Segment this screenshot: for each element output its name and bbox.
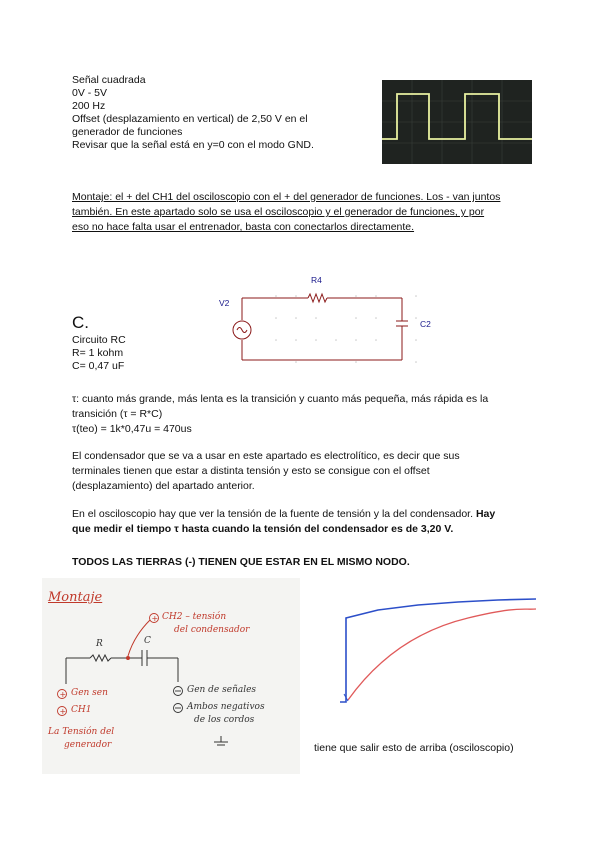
handwritten-c: C	[144, 636, 151, 646]
square-wave-trace	[382, 80, 532, 164]
tau-explanation	[72, 392, 552, 437]
handwritten-gen-tension-line2: generador	[64, 740, 112, 750]
circuit-capacitance: C= 0,47 uF	[72, 360, 125, 372]
circuit-spec	[72, 334, 126, 373]
capacitor-note-line1: El condensador que se va a usar en este apartado es electrolítico, es decir que sus	[72, 450, 460, 462]
handwritten-gen-tension-line1: La Tensión del	[48, 727, 115, 737]
svg-text:+: +	[151, 614, 159, 623]
signal-spec	[72, 74, 314, 152]
signal-offset-line2: generador de funciones	[72, 126, 183, 138]
oscilloscope-note-line1	[72, 507, 552, 522]
rc-charging-curve-image	[338, 588, 538, 708]
handwritten-gen-negative: Gen de señales	[187, 685, 257, 695]
resistor-label: R4	[311, 275, 322, 285]
handwritten-negatives-line1: Ambos negativos	[187, 702, 265, 712]
oscilloscope-note	[72, 507, 552, 537]
handwritten-gen-positive: Gen sen	[71, 688, 108, 698]
source-label: V2	[219, 298, 230, 308]
circuit-resistance: R= 1 kohm	[72, 347, 124, 359]
circuit-title: Circuito RC	[72, 334, 126, 346]
capacitor-label: C2	[420, 319, 431, 329]
svg-text:+: +	[59, 707, 67, 716]
montaje-line2: también. En este apartado solo se usa el osciloscopio y el generador de funciones, y por	[72, 206, 485, 218]
handwritten-r: R	[96, 639, 103, 649]
signal-voltage: 0V - 5V	[72, 87, 108, 99]
montaje-instructions	[72, 190, 542, 235]
oscilloscope-note-line2: que medir el tiempo τ hasta cuando la tensión del condensador es de 3,20 V.	[72, 523, 454, 535]
rc-schematic-drawing	[216, 274, 446, 374]
oscilloscope-note-bold-start: Hay	[473, 508, 496, 520]
capacitor-note-line2: terminales tienen que estar a distinta tensión y esto se consigue con el offset	[72, 465, 430, 477]
handwritten-ch2-line2: del condensador	[174, 625, 250, 635]
section-letter: C.	[72, 313, 89, 332]
capacitor-note-line3: (desplazamiento) del apartado anterior.	[72, 480, 255, 492]
handwritten-negatives-line2: de los cordos	[194, 715, 255, 725]
tau-line1: τ: cuanto más grande, más lenta es la transición y cuanto más pequeña, más rápida es la	[72, 393, 489, 405]
capacitor-note	[72, 449, 542, 494]
oscilloscope-caption: tiene que salir esto de arriba (osciloscopio)	[314, 742, 514, 754]
handwritten-ch1: CH1	[71, 705, 92, 715]
montaje-line1: Montaje: el + del CH1 del osciloscopio con el + del generador de funciones. Los - van juntos	[72, 191, 501, 203]
handwritten-ch2-line1: CH2 – tensión	[162, 612, 227, 622]
montaje-line3: eso no hace falta usar el entrenador, basta con conectarlos directamente.	[72, 221, 415, 233]
oscilloscope-note-text: En el osciloscopio hay que ver la tensión de la fuente de tensión y la del condensador.	[72, 508, 474, 520]
handwritten-montaje-image	[42, 578, 300, 774]
signal-check: Revisar que la señal está en y=0 con el modo GND.	[72, 139, 314, 151]
square-wave-scope-image	[382, 80, 532, 164]
rc-schematic	[216, 274, 446, 374]
tau-line2: transición (τ = R*C)	[72, 408, 163, 420]
grounds-warning: TODOS LAS TIERRAS (-) TIENEN QUE ESTAR EN EL MISMO NODO.	[72, 556, 410, 568]
signal-offset-line1: Offset (desplazamiento en vertical) de 2,50 V en el	[72, 113, 308, 125]
svg-text:+: +	[59, 690, 67, 699]
signal-frequency: 200 Hz	[72, 100, 106, 112]
tau-line3: τ(teo) = 1k*0,47u = 470us	[72, 423, 192, 435]
rc-charging-curve	[338, 588, 538, 708]
handwritten-title: Montaje	[48, 590, 103, 605]
signal-title: Señal cuadrada	[72, 74, 146, 86]
